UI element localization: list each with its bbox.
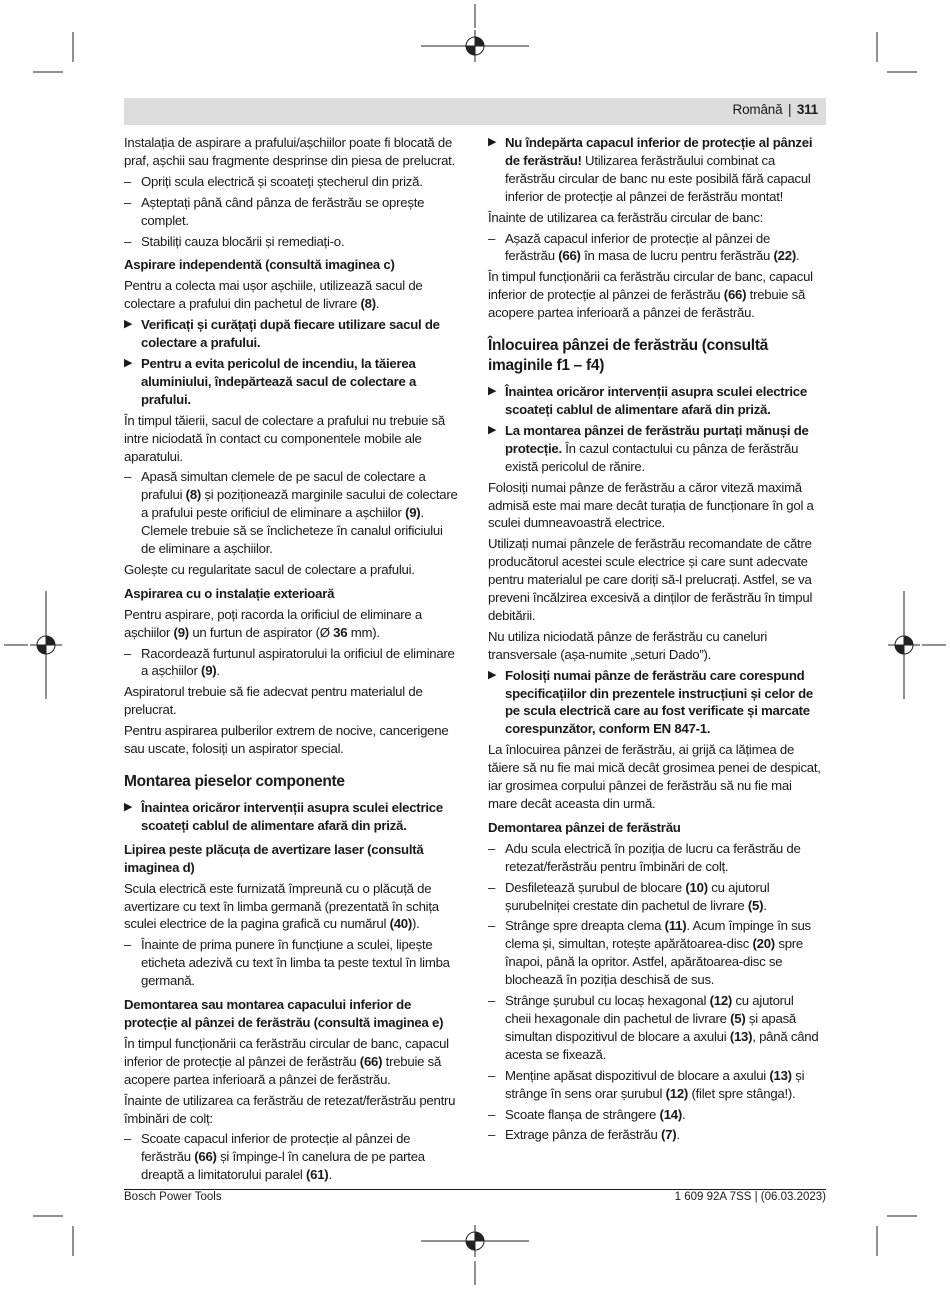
chapter-heading: Montarea pieselor componente xyxy=(124,773,345,790)
list-item-text: Opriți scula electrică și scoateți ștecherul din priză. xyxy=(141,173,423,189)
dash-bullet: – xyxy=(488,993,496,1009)
warning-item: ▶ Verificați și curățați după fiecare utilizare sacul de colectare a prafului. xyxy=(124,317,440,351)
section-heading: Aspirare independentă (consultă imaginea c) xyxy=(124,257,395,273)
warning-arrow-icon: ▶ xyxy=(488,385,497,398)
warning-arrow-icon: ▶ xyxy=(488,423,497,436)
footer-brand: Bosch Power Tools xyxy=(124,1191,222,1203)
list-item xyxy=(124,233,458,251)
footer-doc-id: 1 609 92A 7SS | (06.03.2023) xyxy=(674,1191,826,1203)
dash-bullet: – xyxy=(488,1067,496,1083)
paragraph: Utilizați numai pânzele de ferăstrău recomandate de către producătorul acestei scule electrice și care sunt adecvate pentru materialul pe care doriți să-l prelucrați. Astfel, se va preveni încălzirea excesivă a dinților de ferăstrău în timpul debitării. xyxy=(488,536,813,623)
warning-arrow-icon: ▶ xyxy=(124,356,133,369)
list-item: – Strânge spre dreapta clema (11). Acum împinge în sus clema și, simultan, rotește apărătoarea-disc (20) spre înapoi, până la opritor. Astfel, apărătoarea-disc se blochează în poziția deschisă de sus. xyxy=(488,918,811,988)
paragraph: Pentru a colecta mai ușor așchiile, utilizează sacul de colectare a prafului din pachetul de livrare (8). xyxy=(124,278,423,312)
dash-bullet: – xyxy=(488,840,496,856)
dash-bullet: – xyxy=(124,194,132,210)
list-item: – Scoate flanșa de strângere (14). xyxy=(488,1106,686,1122)
warning-item: ▶ Folosiți numai pânze de ferăstrău care corespund specificațiilor din prezentele instrucțiuni și celor de pe scula electrică care au fost verificate și marcate corespunzător, conform EN 847-1. xyxy=(488,667,813,737)
dash-bullet: – xyxy=(124,937,132,953)
footer-divider xyxy=(124,1189,826,1190)
paragraph: Înainte de utilizarea ca ferăstrău de retezat/ferăstrău pentru îmbinări de colț: xyxy=(124,1092,456,1126)
header-language: Română xyxy=(732,102,783,117)
paragraph: În timpul funcționării ca ferăstrău circular de banc, capacul inferior de protecție al pânzei de ferăstrău (66) trebuie să acopere partea inferioară a pânzei de ferăstrău. xyxy=(124,1035,449,1087)
list-item: – Adu scula electrică în poziția de lucru ca ferăstrău de retezat/ferăstrău pentru îmbinări de colț. xyxy=(488,840,801,874)
dash-bullet: – xyxy=(124,233,132,249)
header-label xyxy=(733,102,818,117)
warning-item: ▶ Nu îndepărta capacul inferior de protecție al pânzei de ferăstrău! Utilizarea ferăstrăului combinat ca ferăstrău circular de banc nu este posibilă fără capacul inferior de protecție al pânzei de ferăstrău montat! xyxy=(488,135,813,204)
section-heading: Demontarea sau montarea capacului inferior de protecție al pânzei de ferăstrău (consultă imaginea e) xyxy=(124,997,444,1030)
warning-item: ▶ Pentru a evita pericolul de incendiu, la tăierea aluminiului, îndepărtează sacul de colectare a prafului. xyxy=(124,355,417,407)
warning-item: ▶ Înaintea oricăror intervenții asupra sculei electrice scoateți cablul de alimentare afară din priză. xyxy=(124,800,443,833)
dash-bullet: – xyxy=(488,918,496,934)
list-item: – Menține apăsat dispozitivul de blocare a axului (13) și strânge în sens orar șurubul (12) (filet spre stânga!). xyxy=(488,1067,805,1101)
paragraph: La înlocuirea pânzei de ferăstrău, ai grijă ca lățimea de tăiere să nu fie mai mică decât grosimea penei de despicat, iar grosimea corpului pânzei de ferăstrău să nu fie mai mare decât aceasta din urmă. xyxy=(488,742,821,811)
paragraph: Scula electrică este furnizată împreună cu o plăcuță de avertizare cu text în limba germană (prezentată în schița sculei electrice de la pagina grafică cu numărul (40)). xyxy=(124,880,439,932)
dash-bullet: – xyxy=(124,469,132,485)
list-item: – Strânge șurubul cu locaș hexagonal (12) cu ajutorul cheii hexagonale din pachetul de livrare (5) și apasă simultan dispozitivul de blocare a axului (13), până când acesta se fixează. xyxy=(488,993,819,1062)
paragraph: Instalația de aspirare a prafului/așchiilor poate fi blocată de praf, așchii sau fragmente desprinse din piesa de prelucrat. xyxy=(124,135,455,168)
list-item: – Apasă simultan clemele de pe sacul de colectare a prafului (8) și poziționează marginile sacului de colectare a prafului peste orificiul de eliminare a așchiilor (9). Clemele trebuie să se înclicheteze în canalul orificiului de eliminare a așchiilor. xyxy=(124,469,458,557)
paragraph: Pentru aspirarea pulberilor extrem de nocive, cancerigene sau uscate, folosiți un aspirator special. xyxy=(124,723,449,757)
list-item xyxy=(124,194,458,230)
paragraph: Nu utiliza niciodată pânze de ferăstrău cu caneluri transversale (așa-numite „seturi Dado”). xyxy=(488,628,768,662)
dash-bullet: – xyxy=(124,645,132,661)
dash-bullet: – xyxy=(488,230,496,246)
header-separator: | xyxy=(787,102,792,117)
left-column xyxy=(124,134,458,1187)
list-item-text: Așteptați până când pânza de ferăstrău se oprește complet. xyxy=(141,194,425,228)
warning-arrow-icon: ▶ xyxy=(124,318,133,331)
chapter-heading: Înlocuirea pânzei de ferăstrău (consultă imaginile f1 – f4) xyxy=(488,337,768,375)
right-column xyxy=(488,134,822,1147)
list-item: – Scoate capacul inferior de protecție al pânzei de ferăstrău (66) și împinge-l în canelura de pe partea dreaptă a limitatorului paralel (61). xyxy=(124,1131,425,1183)
dash-bullet: – xyxy=(488,1127,496,1143)
paragraph: În timpul tăierii, sacul de colectare a prafului nu trebuie să intre niciodată în contact cu componentele mobile ale aparatului. xyxy=(124,412,445,464)
dash-bullet: – xyxy=(124,173,132,189)
warning-arrow-icon: ▶ xyxy=(488,668,497,681)
list-item: – Racordează furtunul aspiratorului la orificiul de eliminare a așchiilor (9). xyxy=(124,645,455,679)
paragraph: Golește cu regularitate sacul de colectare a prafului. xyxy=(124,561,415,577)
section-heading: Aspirarea cu o instalație exterioară xyxy=(124,585,335,601)
list-item-text: Stabiliți cauza blocării și remediați-o. xyxy=(141,233,345,249)
list-item xyxy=(124,173,458,191)
dash-bullet: – xyxy=(488,879,496,895)
list-item: – Așază capacul inferior de protecție al pânzei de ferăstrău (66) în masa de lucru pentru ferăstrău (22). xyxy=(488,230,800,264)
paragraph: Înainte de utilizarea ca ferăstrău circular de banc: xyxy=(488,209,764,225)
warning-arrow-icon: ▶ xyxy=(488,136,497,148)
page-header xyxy=(124,98,826,125)
warning-item: ▶ Înaintea oricăror intervenții asupra sculei electrice scoateți cablul de alimentare afară din priză. xyxy=(488,384,807,417)
list-item: – Înainte de prima punere în funcțiune a sculei, lipește eticheta adezivă cu text în limba ta peste textul în limba germană. xyxy=(124,937,450,989)
warning-arrow-icon: ▶ xyxy=(124,801,133,813)
list-item: – Extrage pânza de ferăstrău (7). xyxy=(488,1127,680,1143)
dash-bullet: – xyxy=(124,1131,132,1147)
warning-item: ▶ La montarea pânzei de ferăstrău purtați mănuși de protecție. În cazul contactului cu pânza de ferăstrău există pericolul de rănire. xyxy=(488,422,809,474)
paragraph: Pentru aspirare, poți racorda la orificiul de eliminare a așchiilor (9) un furtun de aspirator (Ø 36 mm). xyxy=(124,606,423,640)
list-item: – Desfiletează șurubul de blocare (10) cu ajutorul șurubelniței crestate din pachetul de livrare (5). xyxy=(488,879,770,913)
dash-bullet: – xyxy=(488,1106,496,1122)
paragraph: Folosiți numai pânze de ferăstrău a căror viteză maximă admisă este mai mare decât turația de funcționare în gol a sculei dumneavoastră electrice. xyxy=(488,479,814,531)
section-heading: Demontarea pânzei de ferăstrău xyxy=(488,819,681,835)
page-number: 311 xyxy=(796,102,818,117)
paragraph: În timpul funcționării ca ferăstrău circular de banc, capacul inferior de protecție al pânzei de ferăstrău (66) trebuie să acopere partea inferioară a pânzei de ferăstrău. xyxy=(488,269,813,321)
paragraph: Aspiratorul trebuie să fie adecvat pentru materialul de prelucrat. xyxy=(124,684,423,718)
section-heading: Lipirea peste plăcuța de avertizare laser (consultă imaginea d) xyxy=(124,841,424,875)
